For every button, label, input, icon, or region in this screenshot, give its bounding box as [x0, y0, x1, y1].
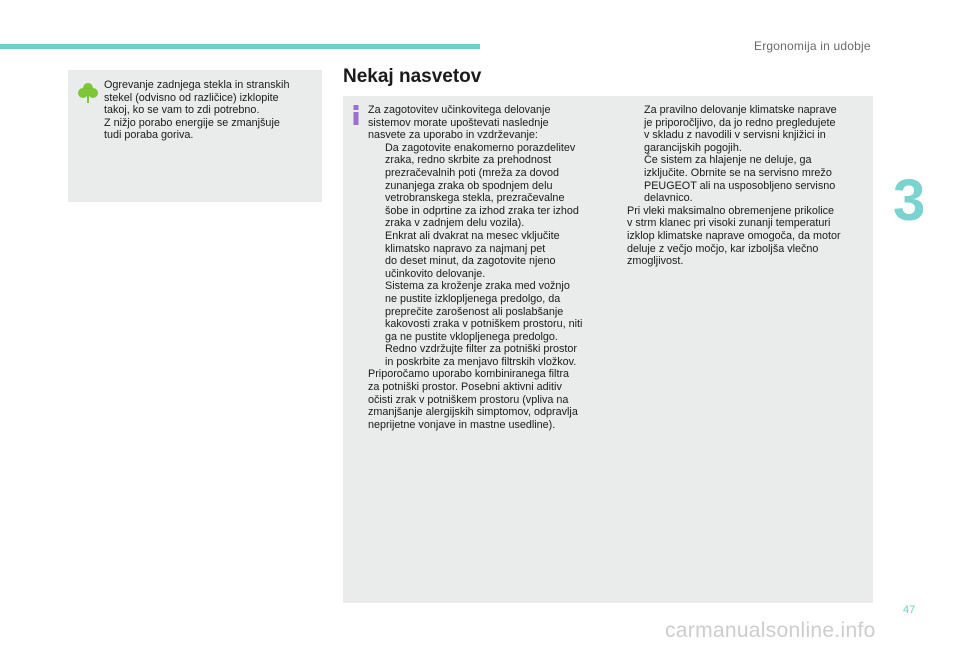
eco-note-text: Ogrevanje zadnjega stekla in stranskih stekel (odvisno od različice) izklopite takoj, ko se vam to zdi potrebno. Z nižjo porabo energije se zmanjšuje tudi poraba goriva.	[104, 79, 290, 142]
tips-column-1	[368, 104, 608, 431]
tip-item: Sistema za kroženje zraka med vožnjo ne pustite izklopljenega predolgo, da preprečite zarošenost ali poslabšanje kakovosti zraka v potniškem prostoru, niti ga ne pustite vklopljenega predolgo.	[385, 280, 583, 343]
tips-outro-2: Pri vleki maksimalno obremenjene prikolice v strm klanec pri visoki zunanji temperaturi izklop klimatske naprave omogoča, da motor deluje z večjo močjo, kar izboljša vlečno zmogljivost.	[627, 204, 841, 268]
tips-intro: Za zagotovitev učinkovitega delovanje sistemov morate upoštevati naslednje nasvete za uporabo in vzdrževanje:	[368, 104, 551, 142]
watermark: carmanualsonline.info	[665, 619, 876, 642]
tip-item: Za pravilno delovanje klimatske naprave je priporočljivo, da jo redno pregledujete v skladu z navodili v servisni knjižici in garancijskih pogojih.	[644, 104, 837, 154]
tip-item: Da zagotovite enakomerno porazdelitev zraka, redno skrbite za prehodnost prezračevalnih poti (mreža za dovod zunanjega zraka ob spodnjem delu vetrobranskega stekla, prezračevalne šobe in odprtine za izhod zraka ter izhod zraka v zadnjem delu vozila).	[385, 141, 579, 230]
section-title: Ergonomija in udobje	[754, 39, 871, 53]
header-accent-bar	[0, 44, 480, 49]
chapter-number: 3	[893, 168, 926, 233]
tip-item: Če sistem za hlajenje ne deluje, ga izključite. Obrnite se na servisno mrežo PEUGEOT ali na usposobljeno servisno delavnico.	[644, 154, 836, 205]
tips-info-box	[343, 96, 873, 603]
tip-item: Redno vzdržujte filter za potniški prostor in poskrbite za menjavo filtrskih vložkov.	[385, 343, 578, 368]
tip-item: Enkrat ali dvakrat na mesec vključite klimatsko napravo za najmanj pet do deset minut, da zagotovite njeno učinkovito delovanje.	[385, 229, 560, 280]
eco-note-box	[68, 70, 322, 202]
page-number: 47	[903, 604, 916, 616]
info-icon	[351, 105, 361, 125]
tips-column-2	[627, 104, 867, 268]
tips-heading: Nekaj nasvetov	[343, 66, 482, 87]
leaf-eco-icon	[78, 82, 98, 104]
tips-outro: Priporočamo uporabo kombiniranega filtra za potniški prostor. Posebni aktivni aditiv očisti zrak v potniškem prostoru (vpliva na zmanjšanje alergijskih simptomov, odpravlja neprijetne vonjave in mastne usedline).	[368, 368, 578, 431]
